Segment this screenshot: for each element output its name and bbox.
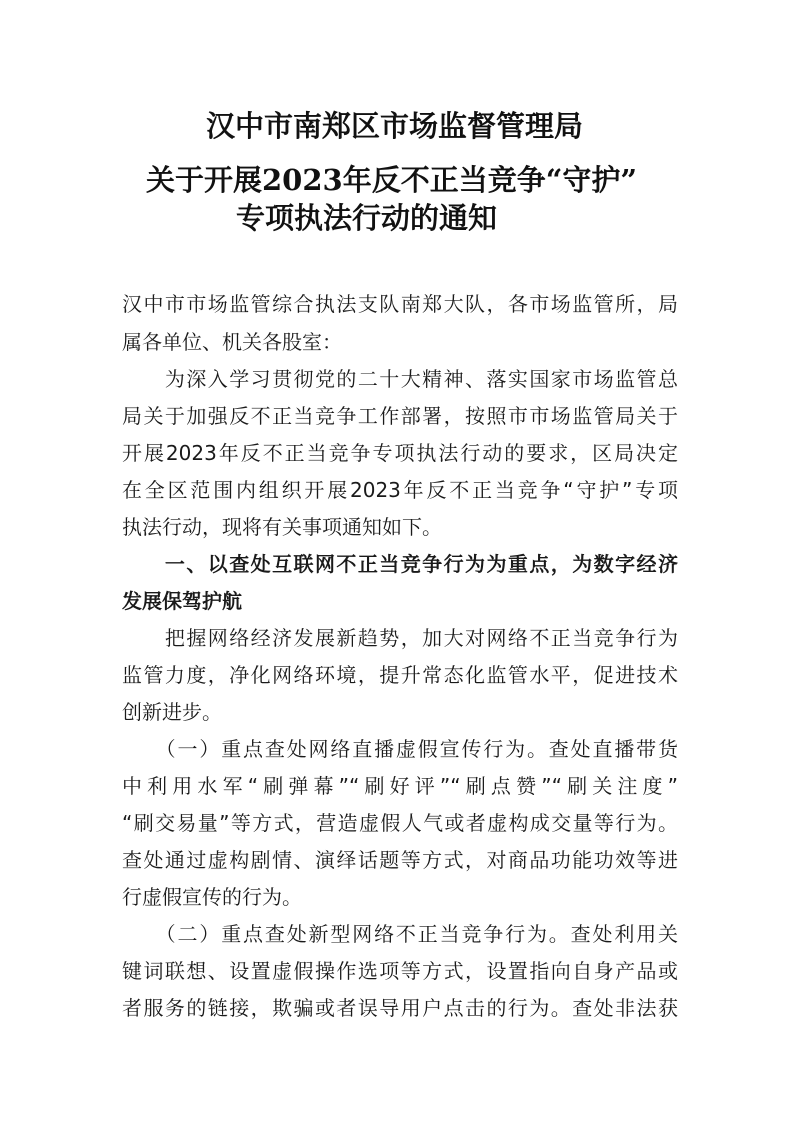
body-line: 查处通过虚构剧情、演绎话题等方式，对商品功能功效等进 bbox=[122, 848, 678, 872]
body-line: 在全区范围内组织开展2023年反不正当竞争“守护”专项 bbox=[122, 478, 678, 502]
body-line: （二）重点查处新型网络不正当竞争行为。查处利用关 bbox=[122, 922, 678, 946]
document-title-line-1: 汉中市南郑区市场监督管理局 bbox=[206, 109, 584, 143]
section-heading-line: 一、以查处互联网不正当竞争行为为重点，为数字经济 bbox=[122, 552, 678, 576]
body-line: 键词联想、设置虚假操作选项等方式，设置指向自身产品或 bbox=[122, 959, 678, 983]
body-line: 者服务的链接，欺骗或者误导用户点击的行为。查处非法获 bbox=[122, 996, 678, 1020]
body-line: 行虚假宣传的行为。 bbox=[122, 885, 302, 909]
body-line: 属各单位、机关各股室： bbox=[122, 330, 342, 354]
body-line: 创新进步。 bbox=[122, 700, 222, 724]
body-line: 开展2023年反不正当竞争专项执法行动的要求，区局决定 bbox=[122, 441, 678, 465]
document-title-line-2: 关于开展2023年反不正当竞争“守护” bbox=[146, 163, 638, 197]
body-line: 中利用水军“刷弹幕”“刷好评”“刷点赞”“刷关注度” bbox=[122, 774, 678, 798]
body-line: 汉中市市场监管综合执法支队南郑大队，各市场监管所，局 bbox=[122, 292, 678, 316]
body-line: 局关于加强反不正当竞争工作部署，按照市市场监管局关于 bbox=[122, 404, 678, 428]
body-line: 把握网络经济发展新趋势，加大对网络不正当竞争行为 bbox=[122, 626, 678, 650]
document-title-line-3: 专项执法行动的通知 bbox=[236, 201, 498, 235]
body-line: （一）重点查处网络直播虚假宣传行为。查处直播带货 bbox=[122, 737, 678, 761]
body-line: 执法行动，现将有关事项通知如下。 bbox=[122, 515, 442, 539]
body-line: 为深入学习贯彻党的二十大精神、落实国家市场监管总 bbox=[122, 367, 678, 391]
body-line: 监管力度，净化网络环境，提升常态化监管水平，促进技术 bbox=[122, 663, 678, 687]
section-heading-line: 发展保驾护航 bbox=[122, 589, 242, 613]
body-line: “刷交易量”等方式，营造虚假人气或者虚构成交量等行为。 bbox=[122, 811, 678, 835]
